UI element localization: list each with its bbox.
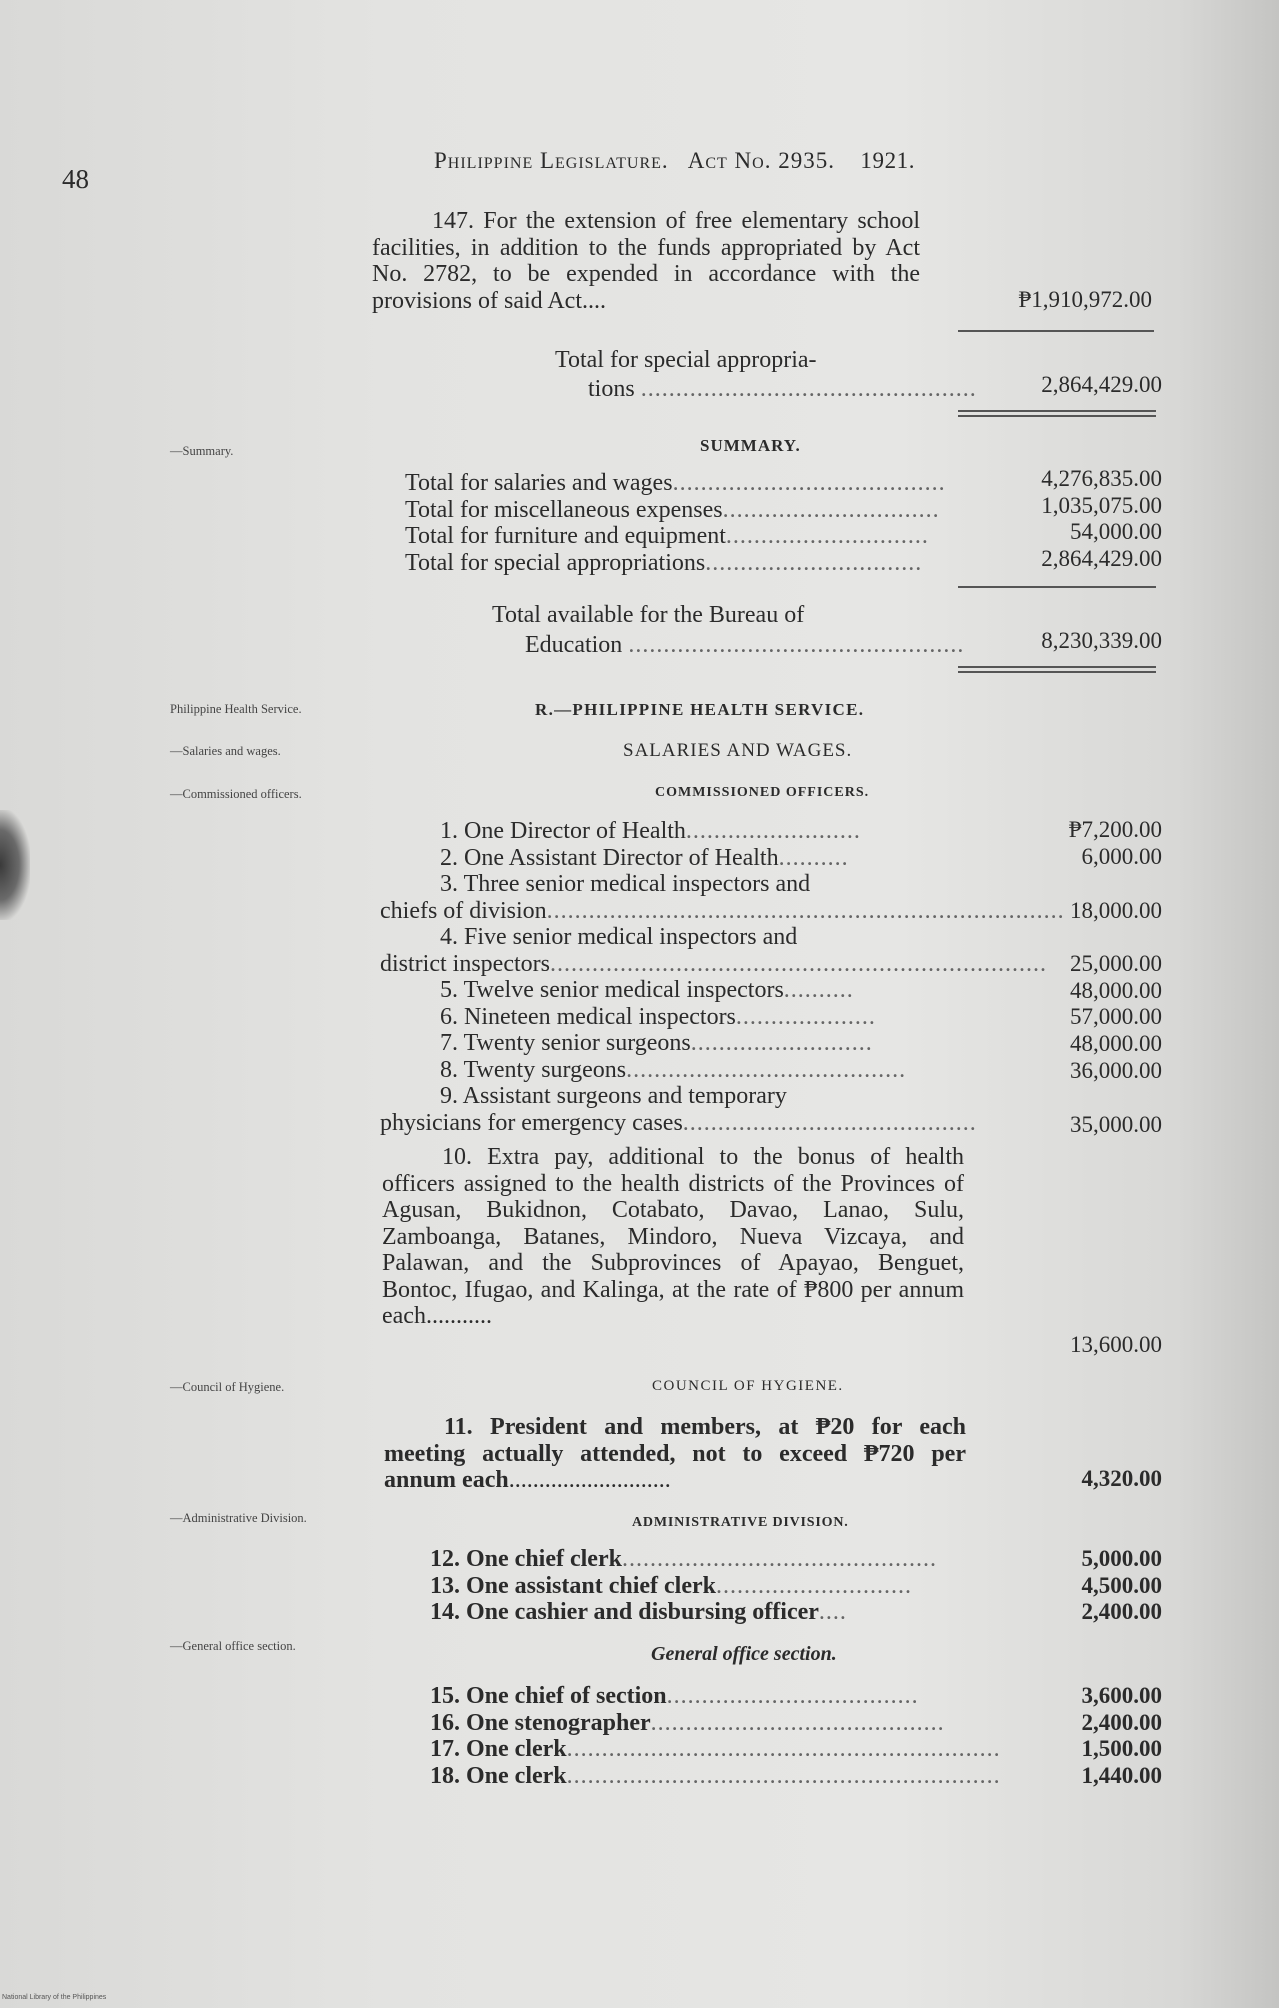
- rule: [958, 330, 1154, 332]
- page-number: 48: [62, 164, 89, 194]
- admin-heading: ADMINISTRATIVE DIVISION.: [632, 1515, 849, 1530]
- side-note-commissioned: —Commissioned officers.: [170, 787, 302, 801]
- amount-item-14: 2,400.00: [1081, 1599, 1162, 1624]
- special-total-label-1: Total for special appropria-: [555, 347, 817, 373]
- list-item: chiefs of division..........................................................................: [380, 897, 1065, 924]
- commissioned-heading: COMMISSIONED OFFICERS.: [655, 785, 870, 800]
- summary-total-label-1: Total available for the Bureau of: [492, 602, 805, 628]
- list-item: 6. Nineteen medical inspectors....................: [440, 1003, 876, 1030]
- list-item: 17. One clerk..............................................................: [430, 1736, 1001, 1762]
- amount-item-10: 13,600.00: [1070, 1332, 1162, 1357]
- amount-item-12: 5,000.00: [1081, 1546, 1162, 1571]
- list-item: 18. One clerk..............................................................: [430, 1762, 1001, 1789]
- list-item: 16. One stenographer..........................................: [430, 1709, 945, 1736]
- summary-amount-special: 2,864,429.00: [1041, 546, 1162, 571]
- amount-item-6: 57,000.00: [1070, 1004, 1162, 1029]
- summary-total-label-2: Education ................................................: [525, 632, 965, 658]
- list-item: 12. One chief clerk.............................................: [430, 1546, 937, 1572]
- general-list: [430, 1683, 1001, 1789]
- summary-row: Total for miscellaneous expenses...............................: [405, 496, 940, 523]
- list-item: 4. Five senior medical inspectors and: [440, 924, 798, 950]
- summary-rows: [405, 470, 960, 576]
- amount-item-4: 25,000.00: [1070, 951, 1162, 976]
- summary-row: Total for special appropriations...............................: [405, 549, 923, 576]
- amount-item-13: 4,500.00: [1081, 1573, 1162, 1598]
- council-heading: COUNCIL OF HYGIENE.: [652, 1378, 844, 1394]
- amount-item-8: 36,000.00: [1070, 1058, 1162, 1083]
- commissioned-list: [380, 818, 1065, 1136]
- list-item: 7. Twenty senior surgeons..........................: [440, 1030, 873, 1056]
- list-item: 8. Twenty surgeons........................................: [440, 1056, 907, 1083]
- special-total-label-2: tions ................................................: [588, 376, 977, 402]
- amount-item-16: 2,400.00: [1081, 1710, 1162, 1735]
- amount-item-17: 1,500.00: [1081, 1736, 1162, 1761]
- side-note-health-service: Philippine Health Service.: [170, 702, 302, 716]
- header-legislature: Philippine Legislature.: [434, 148, 669, 173]
- header-year: 1921.: [860, 148, 916, 173]
- double-rule-bottom: [958, 671, 1156, 673]
- summary-amount-misc: 1,035,075.00: [1041, 493, 1162, 518]
- double-rule-bottom: [958, 415, 1156, 417]
- header-act: Act No. 2935.: [687, 148, 835, 173]
- list-item: 3. Three senior medical inspectors and: [440, 871, 811, 897]
- side-note-salaries: —Salaries and wages.: [170, 744, 281, 758]
- list-item: 9. Assistant surgeons and temporary: [440, 1083, 787, 1109]
- summary-heading: SUMMARY.: [700, 436, 801, 455]
- item-11-text: 11. President and members, at ₱20 for each meeting actually attended, not to exceed ₱720 per annum each...........................: [384, 1414, 966, 1493]
- side-note-administrative: —Administrative Division.: [170, 1511, 307, 1525]
- health-heading: R.—PHILIPPINE HEALTH SERVICE.: [535, 700, 865, 719]
- item-10-text: 10. Extra pay, additional to the bonus of health officers assigned to the health districts of the Provinces of Agusan, Bukidnon, Cotabato, Davao, Lanao, Sulu, Zamboanga, Batanes, Mindoro, Nueva Vizcaya, and Palawan, and the Subprovinces of Apayao, Benguet, Bontoc, Ifugao, and Kalinga, at the rate of ₱800 per annum each...........: [382, 1144, 964, 1329]
- amount-item-18: 1,440.00: [1081, 1763, 1162, 1788]
- summary-amount-furniture: 54,000.00: [1070, 519, 1162, 544]
- summary-row: Total for salaries and wages.......................................: [405, 470, 946, 496]
- summary-row: Total for furniture and equipment.............................: [405, 523, 929, 549]
- amount-item-11: 4,320.00: [1081, 1466, 1162, 1491]
- health-subheading: SALARIES AND WAGES.: [623, 740, 853, 761]
- double-rule-top: [958, 410, 1156, 412]
- list-item: 15. One chief of section....................................: [430, 1683, 919, 1709]
- side-note-summary: —Summary.: [170, 444, 234, 458]
- amount-item-2: 6,000.00: [1081, 844, 1162, 869]
- list-item: 2. One Assistant Director of Health..........: [440, 844, 849, 871]
- list-item: 5. Twelve senior medical inspectors..........: [440, 977, 854, 1003]
- list-item: 14. One cashier and disbursing officer....: [430, 1599, 847, 1625]
- amount-item-1: ₱7,200.00: [1068, 817, 1162, 842]
- side-note-council: —Council of Hygiene.: [170, 1380, 285, 1394]
- scan-footer: National Library of the Philippines: [2, 1994, 107, 2001]
- general-heading: General office section.: [651, 1643, 837, 1665]
- list-item: 13. One assistant chief clerk............................: [430, 1572, 912, 1599]
- item-147-amount: ₱1,910,972.00: [1018, 287, 1152, 312]
- summary-amount-salaries: 4,276,835.00: [1041, 466, 1162, 491]
- special-total-amount: 2,864,429.00: [1041, 372, 1162, 397]
- amount-item-5: 48,000.00: [1070, 978, 1162, 1003]
- running-header: [434, 148, 1094, 174]
- amount-item-7: 48,000.00: [1070, 1031, 1162, 1056]
- list-item: physicians for emergency cases..........................................: [380, 1109, 977, 1136]
- item-147-text: 147. For the extension of free elementary school facilities, in addition to the funds appropriated by Act No. 2782, to be expended in accordance with the provisions of said Act....: [372, 208, 920, 314]
- list-item: district inspectors.......................................................................: [380, 950, 1047, 977]
- rule: [958, 586, 1156, 588]
- double-rule-top: [958, 666, 1156, 668]
- admin-list: [430, 1546, 965, 1626]
- summary-total-amount: 8,230,339.00: [1041, 628, 1162, 653]
- amount-item-3: 18,000.00: [1070, 898, 1162, 923]
- side-note-general-office: —General office section.: [170, 1639, 296, 1653]
- binding-shadow: [0, 810, 30, 920]
- list-item: 1. One Director of Health.........................: [440, 818, 861, 844]
- amount-item-15: 3,600.00: [1081, 1683, 1162, 1708]
- amount-item-9: 35,000.00: [1070, 1112, 1162, 1137]
